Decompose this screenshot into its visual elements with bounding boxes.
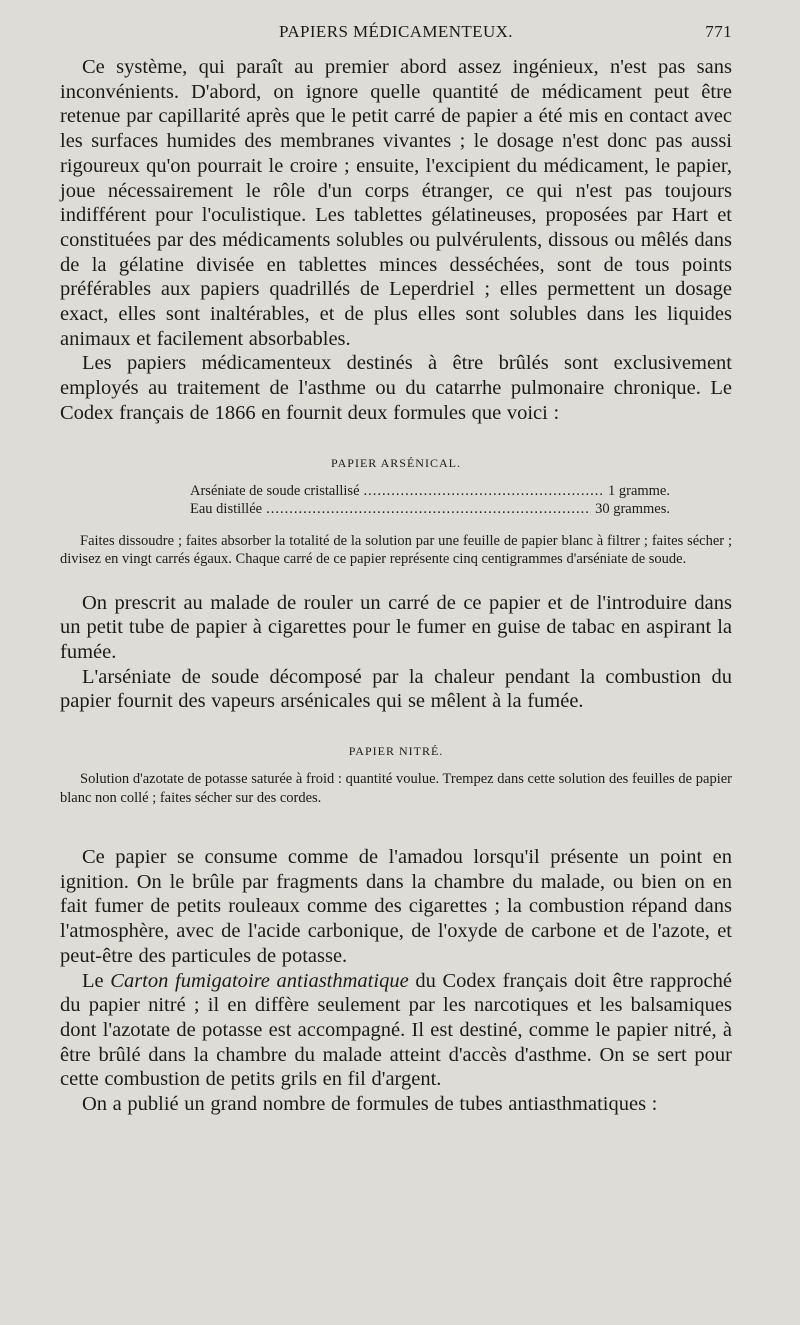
paragraph-formules: On a publié un grand nombre de formules de tubes antiasthmatiques : (82, 1093, 658, 1116)
paragraph-arseniate: L'arséniate de soude décomposé par la chaleur pendant la combustion du papier fournit des vapeurs arsénicales qui se mêlent à la fumée. (60, 665, 732, 713)
carton-title: Carton fumigatoire antiasthmatique (110, 969, 409, 992)
paragraph-prescription: On prescrit au malade de rouler un carré de ce papier et de l'introduire dans un petit tube de papier à cigarettes pour le fumer en guise de tabac en aspirant la fumée. (60, 591, 732, 663)
ingredient-name: Eau distillée (190, 500, 263, 517)
papier-arsenical-heading: PAPIER ARSÉNICAL. (331, 455, 461, 470)
paragraph-tablettes: Ce système, qui paraît au premier abord assez ingénieux, n'est pas sans inconvénients. D'abord, on ignore quelle quantité de médicament peut être retenue par capillarité après que le petit carré de papier a été mis en contact avec les surfaces humides des membranes vivantes ; le dosage n'est donc pas aussi rigoureux qu'on pourrait le croire ; ensuite, l'excipient du médicament, le papier, joue nécessairement le rôle d'un corps étranger, ce qui n'est pas toujours indifférent pour l'oculistique. Les tablettes gélatineuses, proposées par Hart et constituées par des médicaments solubles ou pulvérulents, dissous ou mêlés dans de la gélatine divisée en tablettes minces desséchées, sont de tous points préférables aux papiers quadrillés de Leperdriel ; elles permettent un dosage exact, elles sont inaltérables, et de plus elles sont solubles dans les liquides animaux et facilement absorbables. (60, 56, 732, 350)
arsenical-recipe (190, 482, 670, 518)
page-body (60, 55, 732, 1117)
running-header (60, 22, 732, 48)
nitre-instructions: Solution d'azotate de potasse saturée à froid : quantité voulue. Trempez dans cette solution des feuilles de papier blanc non collé ; faites sécher sur des cordes. (60, 771, 732, 806)
paragraph-amadou: Ce papier se consume comme de l'amadou lorsqu'il présente un point en ignition. On le brûle par fragments dans la chambre du malade, ou bien on en fait fumer de petits rouleaux comme des cigarettes ; la combustion répand dans l'atmosphère, avec de l'acide carbonique, de l'oxyde de carbone et de l'azote, et peut-être des particules de potasse. (60, 846, 732, 967)
recipe-line (190, 482, 670, 500)
page-number: 771 (705, 22, 732, 41)
paragraph-papiers-brules: Les papiers médicamenteux destinés à être brûlés sont exclusivement employés au traitement de l'asthme ou du catarrhe pulmonaire chronique. Le Codex français de 1866 en fournit deux formules que voici : (60, 352, 732, 424)
papier-nitre-heading: PAPIER NITRÉ. (348, 744, 444, 759)
ingredient-amount: 1 gramme. (607, 482, 670, 499)
paragraph-carton-fumigatoire (60, 969, 732, 1093)
carton-text: du Codex français doit être rapproché du papier nitré ; il en diffère seulement par les narcotiques et les balsamiques dont l'azotate de potasse est accompagné. Il est destiné, comme le papier nitré, à être brûlé dans la chambre du malade atteint d'accès d'asthme. On se sert pour cette combustion de petits grils en fil d'argent. (60, 969, 732, 1091)
carton-lead: Le (82, 969, 111, 992)
arsenical-instructions: Faites dissoudre ; faites absorber la totalité de la solution par une feuille de papier blanc à filtrer ; faites sécher ; divisez en vingt carrés égaux. Chaque carré de ce papier représente cinq centigrammes d'arséniate de soude. (60, 532, 732, 568)
dot-leader (364, 482, 604, 500)
dot-leader (266, 500, 591, 518)
recipe-line (190, 500, 670, 518)
running-title: PAPIERS MÉDICAMENTEUX. (279, 22, 513, 41)
ingredient-amount: 30 grammes. (595, 500, 670, 517)
ingredient-name: Arséniate de soude cristallisé (190, 482, 360, 499)
